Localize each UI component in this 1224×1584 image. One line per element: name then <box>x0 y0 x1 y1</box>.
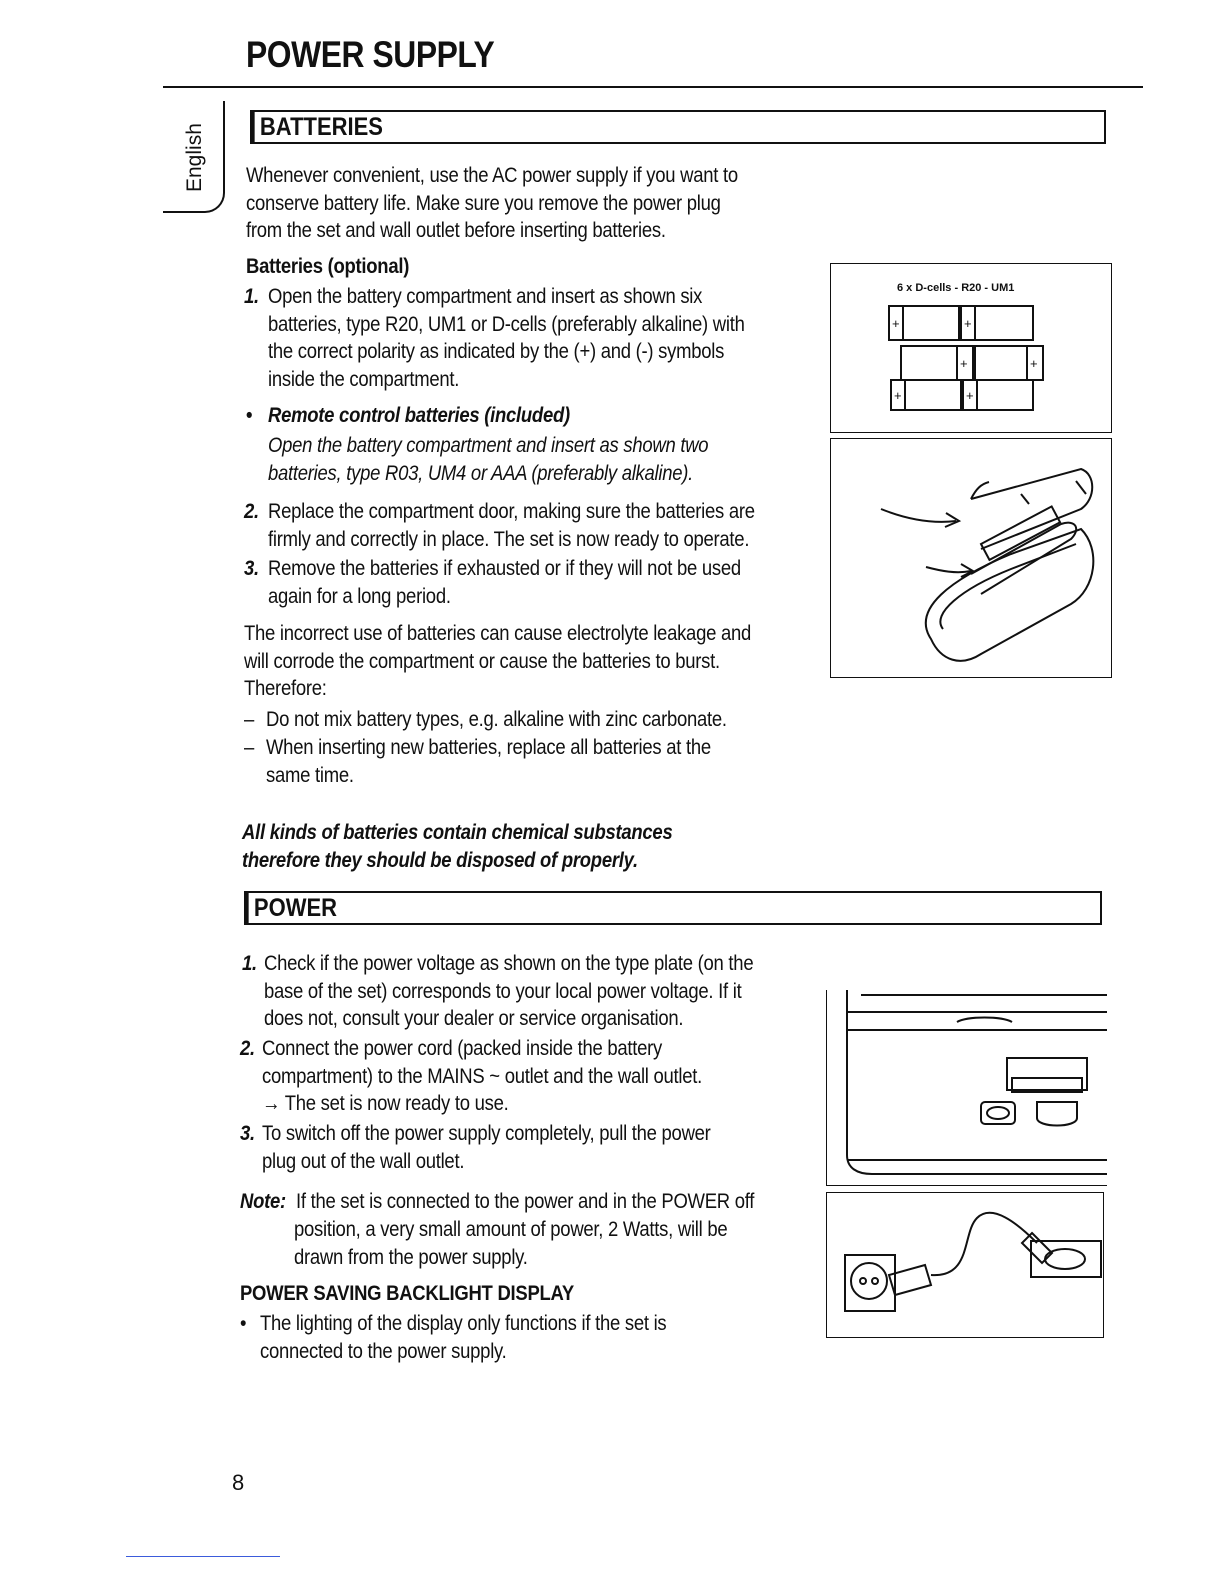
figure-label: 6 x D-cells - R20 - UM1 <box>897 282 1015 294</box>
text-line: conserve battery life. Make sure you remove the power plug <box>246 191 721 215</box>
text-line: Open the battery compartment and insert as shown two <box>268 434 709 457</box>
page-title: POWER SUPPLY <box>246 34 495 75</box>
text-line: firmly and correctly in place. The set is now ready to operate. <box>268 527 750 551</box>
plus-symbol: + <box>894 388 902 403</box>
remote-control-figure <box>830 438 1112 678</box>
text-line: Whenever convenient, use the AC power supply if you want to <box>246 164 738 187</box>
disposal-notice <box>242 819 672 874</box>
batteries-section-header <box>250 110 1106 144</box>
step-number: 2. <box>244 500 259 523</box>
battery-diagram <box>831 264 1113 434</box>
note-line-1: If the set is connected to the power and in the POWER off <box>296 1190 755 1213</box>
bullet: • <box>246 404 253 427</box>
text-line: drawn from the power supply. <box>294 1245 528 1269</box>
text-line: When inserting new batteries, replace all batteries at the <box>266 736 711 759</box>
battery-compartment-figure <box>830 263 1112 433</box>
batteries-optional-heading: Batteries (optional) <box>246 255 410 278</box>
text-line: Therefore: <box>244 677 327 700</box>
text-line: does not, consult your dealer or service organisation. <box>264 1007 684 1030</box>
note-continuation <box>294 1216 727 1271</box>
remote-text <box>268 432 708 487</box>
backlight-text <box>260 1310 666 1365</box>
text-line: base of the set) corresponds to your local power voltage. If it <box>264 979 742 1003</box>
plus-symbol: + <box>964 316 972 331</box>
text-line: The lighting of the display only functions if the set is <box>260 1312 667 1335</box>
dash-mark: – <box>244 736 255 759</box>
backlight-heading: POWER SAVING BACKLIGHT DISPLAY <box>240 1282 574 1305</box>
plus-symbol: + <box>966 388 974 403</box>
power-step1 <box>264 950 753 1033</box>
text-line: Remove the batteries if exhausted or if they will not be used <box>268 557 741 580</box>
batteries-header-label: BATTERIES <box>252 112 383 142</box>
page-number: 8 <box>232 1470 245 1495</box>
text-line: plug out of the wall outlet. <box>262 1149 465 1173</box>
batteries-step2 <box>268 498 755 553</box>
remote-heading: Remote control batteries (included) <box>268 404 570 427</box>
plus-symbol: + <box>960 356 968 371</box>
text-line: To switch off the power supply completely, pull the power <box>262 1122 711 1145</box>
result-line: → The set is now ready to use. <box>262 1092 509 1115</box>
language-tab-label: English <box>183 123 206 192</box>
dash-mark: – <box>244 708 255 731</box>
text-line: Open the battery compartment and insert as shown six <box>268 285 703 308</box>
text-line: Connect the power cord (packed inside the battery <box>262 1037 663 1060</box>
text-line: therefore they should be disposed of properly. <box>242 848 638 872</box>
step-number: 3. <box>244 557 259 580</box>
text-line: will corrode the compartment or cause the batteries to burst. <box>244 649 720 673</box>
text-line: Replace the compartment door, making sure the batteries are <box>268 500 755 523</box>
text-line: same time. <box>266 763 354 787</box>
step-number: 2. <box>240 1037 255 1060</box>
power-header-label: POWER <box>246 893 337 923</box>
note-label: Note: <box>240 1190 286 1213</box>
text-line: batteries, type R20, UM1 or D-cells (preferably alkaline) with <box>268 312 745 336</box>
batteries-intro <box>246 162 738 245</box>
step-number: 3. <box>240 1122 255 1145</box>
dash-item-2 <box>266 734 711 789</box>
mains-socket-illustration <box>827 990 1107 1185</box>
text-line: position, a very small amount of power, 2 Watts, will be <box>294 1218 728 1241</box>
plus-symbol: + <box>892 316 900 331</box>
power-cord-illustration <box>827 1193 1105 1339</box>
scan-artifact-line <box>126 1556 280 1557</box>
text-line: again for a long period. <box>268 584 451 608</box>
batteries-step3 <box>268 555 741 610</box>
power-step2 <box>262 1035 702 1118</box>
text-line: batteries, type R03, UM4 or AAA (preferably alkaline). <box>268 461 694 485</box>
remote-control-illustration <box>831 439 1113 679</box>
dash-item-1: Do not mix battery types, e.g. alkaline with zinc carbonate. <box>266 708 727 731</box>
power-cord-figure <box>826 1192 1104 1338</box>
step-number: 1. <box>242 952 257 975</box>
text-line: inside the compartment. <box>268 367 460 391</box>
text-line: The incorrect use of batteries can cause electrolyte leakage and <box>244 622 752 645</box>
power-step3 <box>262 1120 711 1175</box>
battery-warning <box>244 620 751 703</box>
batteries-step1 <box>268 283 745 393</box>
text-line: the correct polarity as indicated by the (+) and (-) symbols <box>268 340 725 363</box>
text-line: Check if the power voltage as shown on the type plate (on the <box>264 952 754 975</box>
bullet: • <box>240 1312 247 1335</box>
set-back-panel-figure <box>826 990 1107 1186</box>
text-line: from the set and wall outlet before inserting batteries. <box>246 219 666 242</box>
text-line: compartment) to the MAINS ~ outlet and the wall outlet. <box>262 1064 703 1088</box>
title-rule <box>163 86 1143 88</box>
plus-symbol: + <box>1030 356 1038 371</box>
text-line: All kinds of batteries contain chemical substances <box>242 821 673 844</box>
step-number: 1. <box>244 285 259 308</box>
text-line: connected to the power supply. <box>260 1339 507 1363</box>
power-section-header <box>244 891 1102 925</box>
